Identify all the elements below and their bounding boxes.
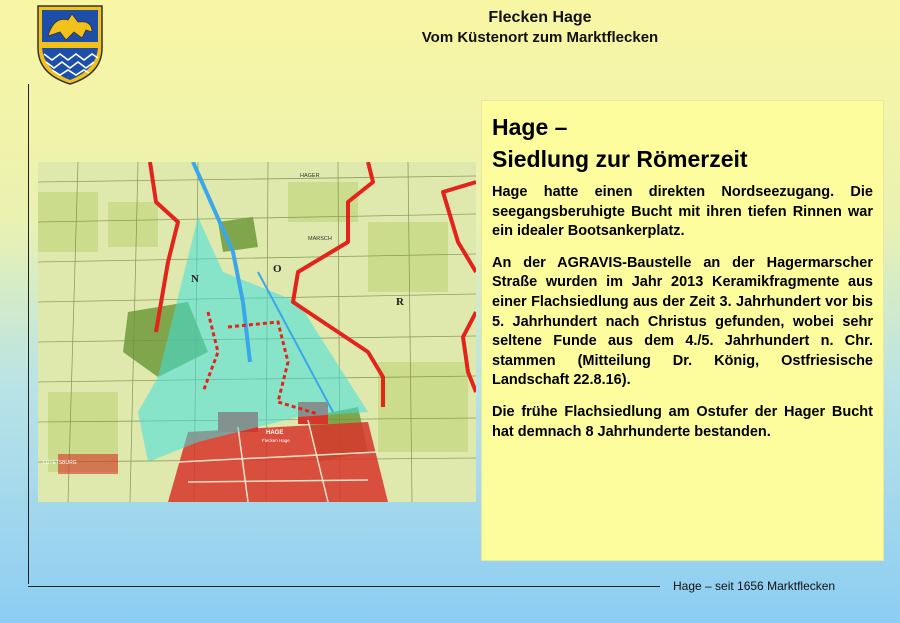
map-label-lutetsburg: LÜTETSBURG bbox=[43, 460, 77, 466]
map-label-n: N bbox=[191, 273, 199, 285]
paragraph-1: Hage hatte einen direkten Nordseezugang. Die seegangsberuhigte Bucht mit ihren tiefen Rinnen war ein idealer Bootsankerplatz. bbox=[492, 184, 873, 240]
historical-map bbox=[38, 162, 476, 502]
content-heading bbox=[492, 111, 873, 175]
heading-line-1: Hage – bbox=[492, 114, 568, 140]
paragraph-2: An der AGRAVIS-Baustelle an der Hagermarscher Straße wurden im Jahr 2013 Keramikfragmente aus einer Flachsiedlung aus der Zeit 3. Jahrhundert vor bis 5. Jahrhundert nach Christus gefunden, wobei sehr seltene Funde aus dem 4./5. Jahrhundert n. Chr. stammen (Mitteilung Dr. König, Ostfriesische Landschaft 22.8.16). bbox=[492, 254, 873, 389]
left-divider bbox=[28, 84, 29, 584]
map-label-hage: HAGE bbox=[266, 430, 284, 436]
bottom-divider bbox=[28, 586, 660, 587]
map-label-hager: HAGER bbox=[300, 173, 320, 179]
page-header bbox=[300, 8, 780, 48]
content-box bbox=[481, 100, 884, 561]
page-title: Flecken Hage bbox=[488, 9, 592, 26]
map-label-r: R bbox=[396, 296, 404, 308]
heading-line-2: Siedlung zur Römerzeit bbox=[492, 146, 748, 172]
coat-of-arms-icon bbox=[34, 2, 106, 86]
page-subtitle: Vom Küstenort zum Marktflecken bbox=[421, 29, 659, 46]
map-label-marsch: MARSCH bbox=[308, 236, 332, 242]
map-label-o: O bbox=[273, 263, 282, 275]
paragraph-3: Die frühe Flachsiedlung am Ostufer der Hager Bucht hat demnach 8 Jahrhunderte bestanden. bbox=[492, 403, 873, 440]
map-label-flecken: Flecken Hage bbox=[262, 438, 290, 443]
footer-text: Hage – seit 1656 Marktflecken bbox=[673, 579, 836, 593]
